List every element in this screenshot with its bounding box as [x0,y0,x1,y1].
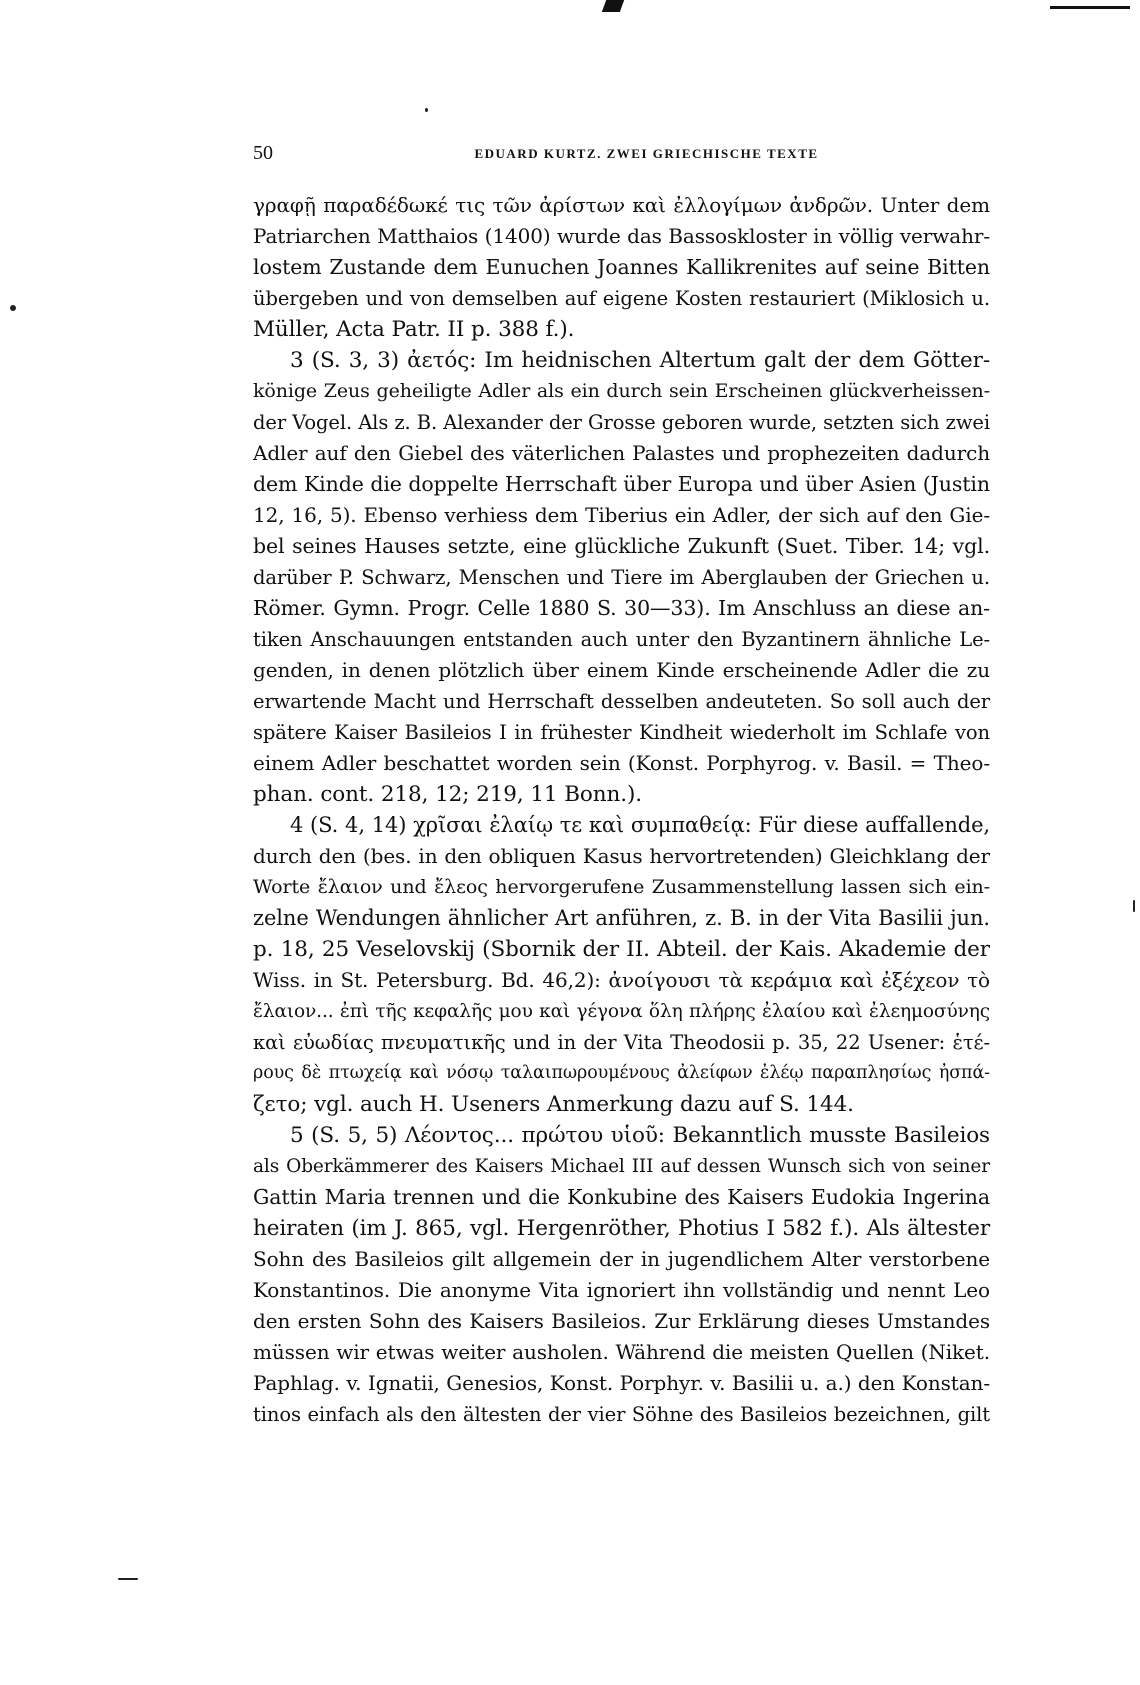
text-line: 3 (S. 3, 3) ἀετός: Im heidnischen Altertum galt der dem Götter- [290,348,990,373]
text-line: übergeben und von demselben auf eigene Kosten restauriert (Miklosich u. [253,287,990,310]
page-header [253,142,990,170]
text-line: Adler auf den Giebel des väterlichen Palastes und prophezeiten dadurch [253,441,990,465]
text-line: 5 (S. 5, 5) Λέοντος... πρώτου υἱοῦ: Bekanntlich musste Basileios [290,1123,990,1148]
text-line: dem Kinde die doppelte Herrschaft über Europa und über Asien (Justin [253,472,990,496]
text-line: Worte ἔλαιον und ἔλεος hervorgerufene Zusammenstellung lassen sich ein- [253,876,990,898]
speck [425,108,428,112]
text-line: ζετο; vgl. auch H. Useners Anmerkung dazu auf S. 144. [253,1092,854,1117]
text-line: lostem Zustande dem Eunuchen Joannes Kallikrenites auf seine Bitten [253,255,990,279]
text-line: als Oberkämmerer des Kaisers Michael III auf dessen Wunsch sich von seiner [253,1156,990,1177]
text-line: Konstantinos. Die anonyme Vita ignoriert ihn vollständig und nennt Leo [253,1278,990,1302]
text-line: einem Adler beschattet worden sein (Konst. Porphyrog. v. Basil. = Theo- [253,751,990,775]
text-line: heiraten (im J. 865, vgl. Hergenröther, Photius I 582 f.). Als ältester [253,1216,990,1241]
text-line: γραφῇ παραδέδωκέ τις τῶν ἀρίστων καὶ ἐλλογίμων ἀνδρῶν. Unter dem [253,193,990,217]
text-line: tinos einfach als den ältesten der vier Söhne des Basileios bezeichnen, gilt [253,1403,990,1426]
text-line: tiken Anschauungen entstanden auch unter den Byzantinern ähnliche Le- [253,628,990,651]
text-line: Paphlag. v. Ignatii, Genesios, Konst. Porphyr. v. Basilii u. a.) den Konstan- [253,1371,990,1395]
text-line: durch den (bes. in den obliquen Kasus hervortretenden) Gleichklang der [253,844,990,868]
text-line: Müller, Acta Patr. II p. 388 f.). [253,317,575,342]
running-head: EDUARD KURTZ. ZWEI GRIECHISCHE TEXTE [474,146,819,161]
text-line: bel seines Hauses setzte, eine glückliche Zukunft (Suet. Tiber. 14; vgl. [253,534,990,558]
text-body [253,190,990,1430]
text-line: der Vogel. Als z. B. Alexander der Grosse geboren wurde, setzten sich zwei [253,411,990,434]
text-line: 4 (S. 4, 14) χρῖσαι ἐλαίῳ τε καὶ συμπαθείᾳ: Für diese auffallende, [290,813,990,837]
text-line: könige Zeus geheiligte Adler als ein durch sein Erscheinen glückverheissen- [253,380,990,402]
text-line: καὶ εὐωδίας πνευματικῆς und in der Vita Theodosii p. 35, 22 Usener: ἑτέ- [253,1031,990,1054]
text-line: Patriarchen Matthaios (1400) wurde das Bassoskloster in völlig verwahr- [253,224,990,248]
text-line: ρους δὲ πτωχείᾳ καὶ νόσῳ ταλαιπωρουμένους ἀλείφων ἐλέῳ παραπλησίως ἠσπά- [253,1063,990,1083]
speck [118,1578,138,1580]
speck [1133,900,1135,912]
text-line: phan. cont. 218, 12; 219, 11 Bonn.). [253,782,643,807]
speck [10,305,16,311]
text-line: zelne Wendungen ähnlicher Art anführen, z. B. in der Vita Basilii jun. [253,906,990,930]
scan-edge-mark [1050,6,1130,9]
text-line: spätere Kaiser Basileios I in frühester Kindheit wiederholt im Schlafe von [253,721,990,744]
scan-mark [602,0,624,12]
text-line: Gattin Maria trennen und die Konkubine des Kaisers Eudokia Ingerina [253,1185,990,1209]
text-line: müssen wir etwas weiter ausholen. Während die meisten Quellen (Niket. [253,1340,990,1364]
text-line: erwartende Macht und Herrschaft desselben andeuteten. So soll auch der [253,690,990,713]
text-line: ἔλαιον... ἐπὶ τῆς κεφαλῆς μου καὶ γέγονα ὅλη πλήρης ἐλαίου καὶ ἐλεημοσύνης [253,1001,990,1022]
text-line: p. 18, 25 Veselovskij (Sbornik der II. Abteil. der Kais. Akademie der [253,937,990,962]
text-line: Sohn des Basileios gilt allgemein der in jugendlichem Alter verstorbene [253,1247,990,1271]
page-number: 50 [253,142,273,164]
text-line: Römer. Gymn. Progr. Celle 1880 S. 30—33). Im Anschluss an diese an- [253,596,990,620]
text-line: 12, 16, 5). Ebenso verhiess dem Tiberius ein Adler, der sich auf den Gie- [253,503,990,527]
text-line: den ersten Sohn des Kaisers Basileios. Zur Erklärung dieses Umstandes [253,1309,990,1333]
text-line: darüber P. Schwarz, Menschen und Tiere im Aberglauben der Griechen u. [253,566,990,589]
text-line: Wiss. in St. Petersburg. Bd. 46,2): ἀνοίγουσι τὰ κεράμια καὶ ἐξέχεον τὸ [253,968,990,992]
text-line: genden, in denen plötzlich über einem Kinde erscheinende Adler die zu [253,658,990,682]
